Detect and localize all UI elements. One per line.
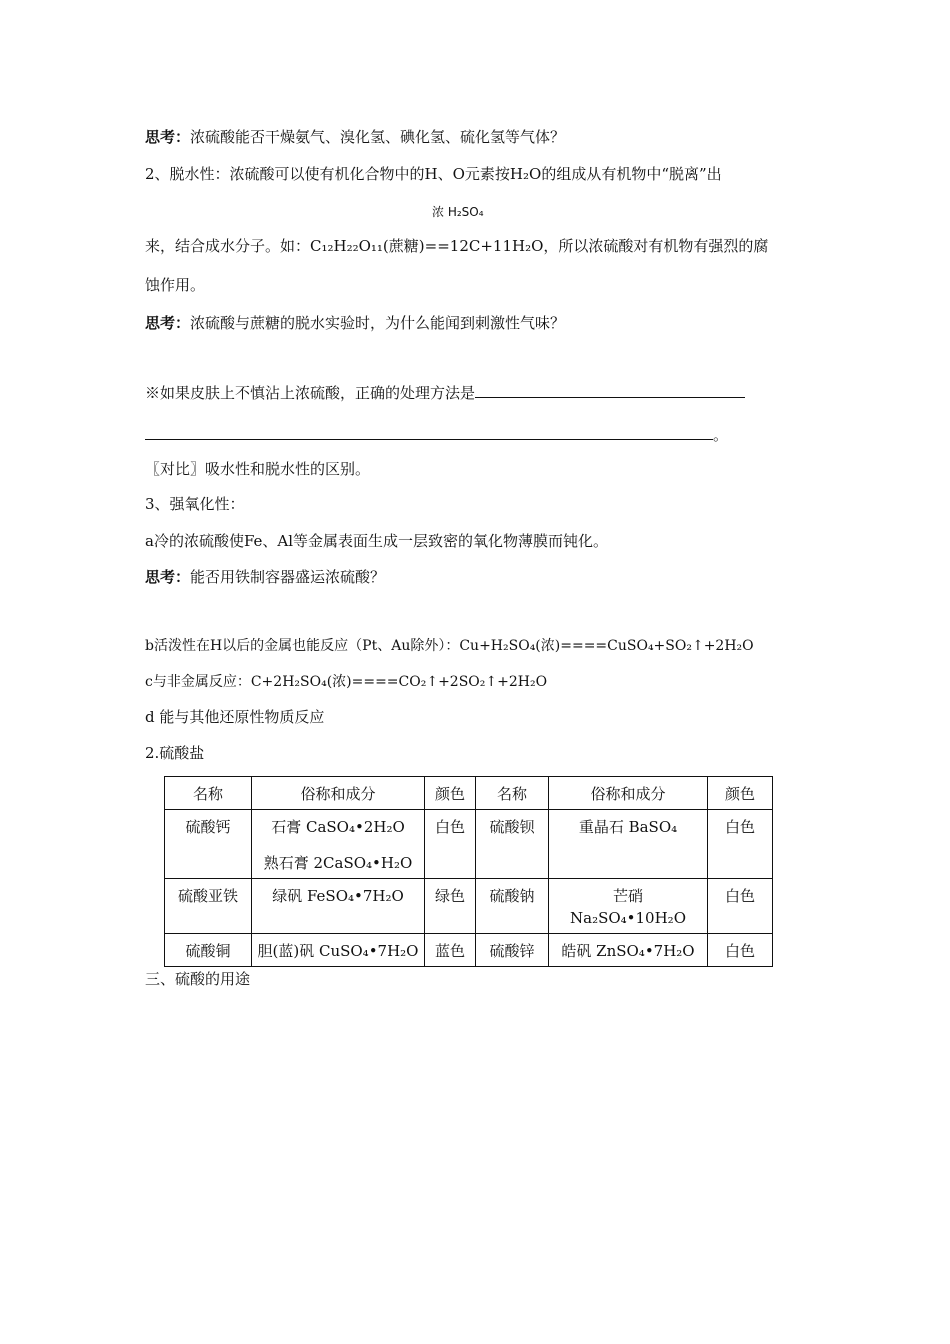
table-cell: 白色 bbox=[708, 934, 773, 967]
corrosion-line: 蚀作用。 bbox=[145, 276, 206, 294]
equation-line: 来，结合成水分子。如：C₁₂H₂₂O₁₁(蔗糖)==12C+11H₂O，所以浓硫酸对有机物有强烈的腐 bbox=[145, 237, 769, 255]
table-cell-line: 石膏 CaSO₄•2H₂O bbox=[271, 818, 405, 836]
think-line-1 bbox=[145, 127, 565, 147]
table-cell: 蓝色 bbox=[425, 934, 476, 967]
table-cell: 白色 bbox=[425, 810, 476, 879]
table-cell: 硫酸亚铁 bbox=[165, 879, 252, 934]
table-row bbox=[165, 879, 773, 934]
table-cell: 白色 bbox=[708, 810, 773, 879]
table-cell bbox=[252, 810, 425, 879]
table-row bbox=[165, 934, 773, 967]
think-line-2 bbox=[145, 313, 565, 333]
table-cell-line: 熟石膏 2CaSO₄•H₂O bbox=[263, 854, 413, 872]
think-text: 浓硫酸与蔗糖的脱水实验时，为什么能闻到刺激性气味？ bbox=[190, 314, 566, 332]
table-cell: 胆(蓝)矾 CuSO₄•7H₂O bbox=[252, 934, 425, 967]
oxidation-d-line: d 能与其他还原性物质反应 bbox=[145, 708, 325, 726]
answer-blank-2[interactable] bbox=[145, 425, 713, 440]
think-text: 能否用铁制容器盛运浓硫酸？ bbox=[190, 568, 386, 586]
header-cell: 颜色 bbox=[708, 777, 773, 810]
think-line-3 bbox=[145, 567, 385, 587]
sulfate-table bbox=[164, 776, 773, 967]
oxidation-c-line: c与非金属反应：C+2H₂SO₄(浓)====CO₂↑+2SO₂↑+2H₂O bbox=[145, 674, 548, 690]
answer-blank-1[interactable] bbox=[475, 383, 745, 398]
oxidation-a-line: a冷的浓硫酸使Fe、Al等金属表面生成一层致密的氧化物薄膜而钝化。 bbox=[145, 532, 609, 550]
period-mark: 。 bbox=[713, 426, 729, 444]
table-cell: 硫酸铜 bbox=[165, 934, 252, 967]
think-text: 浓硫酸能否干燥氨气、溴化氢、碘化氢、硫化氢等气体？ bbox=[190, 128, 566, 146]
table-cell: 重晶石 BaSO₄ bbox=[549, 810, 708, 879]
header-cell: 名称 bbox=[476, 777, 549, 810]
compare-line: 〖对比〗吸水性和脱水性的区别。 bbox=[145, 460, 371, 478]
think-label: 思考： bbox=[145, 314, 191, 332]
skin-question-text: ※如果皮肤上不慎沾上浓硫酸，正确的处理方法是 bbox=[145, 384, 476, 402]
table-cell: 绿矾 FeSO₄•7H₂O bbox=[252, 879, 425, 934]
uses-heading: 三、硫酸的用途 bbox=[145, 970, 251, 988]
table-cell: 硫酸锌 bbox=[476, 934, 549, 967]
table-cell: 绿色 bbox=[425, 879, 476, 934]
think-label: 思考： bbox=[145, 128, 191, 146]
table-cell: 皓矾 ZnSO₄•7H₂O bbox=[549, 934, 708, 967]
table-cell: 白色 bbox=[708, 879, 773, 934]
table-cell: 硫酸钙 bbox=[165, 810, 252, 879]
oxidation-heading: 3、强氧化性： bbox=[145, 495, 245, 513]
dehydration-line: 2、脱水性：浓硫酸可以使有机化合物中的H、O元素按H₂O的组成从有机物中“脱离”出 bbox=[145, 165, 722, 183]
header-cell: 俗称和成分 bbox=[252, 777, 425, 810]
table-row bbox=[165, 810, 773, 879]
table-cell: 硫酸钠 bbox=[476, 879, 549, 934]
header-cell: 名称 bbox=[165, 777, 252, 810]
header-cell: 俗称和成分 bbox=[549, 777, 708, 810]
oxidation-b-line: b活泼性在H以后的金属也能反应（Pt、Au除外）：Cu+H₂SO₄(浓)====CuSO₄+SO₂↑+2H₂O bbox=[145, 638, 754, 654]
table-header-row bbox=[165, 777, 773, 810]
table-cell: 硫酸钡 bbox=[476, 810, 549, 879]
answer-continuation-line bbox=[145, 425, 728, 445]
header-cell: 颜色 bbox=[425, 777, 476, 810]
skin-question-line bbox=[145, 383, 745, 403]
reaction-condition-label: 浓 H₂SO₄ bbox=[432, 205, 484, 219]
table-cell: 芒硝 Na₂SO₄•10H₂O bbox=[549, 879, 708, 934]
think-label: 思考： bbox=[145, 568, 191, 586]
sulfates-heading: 2.硫酸盐 bbox=[145, 744, 205, 762]
